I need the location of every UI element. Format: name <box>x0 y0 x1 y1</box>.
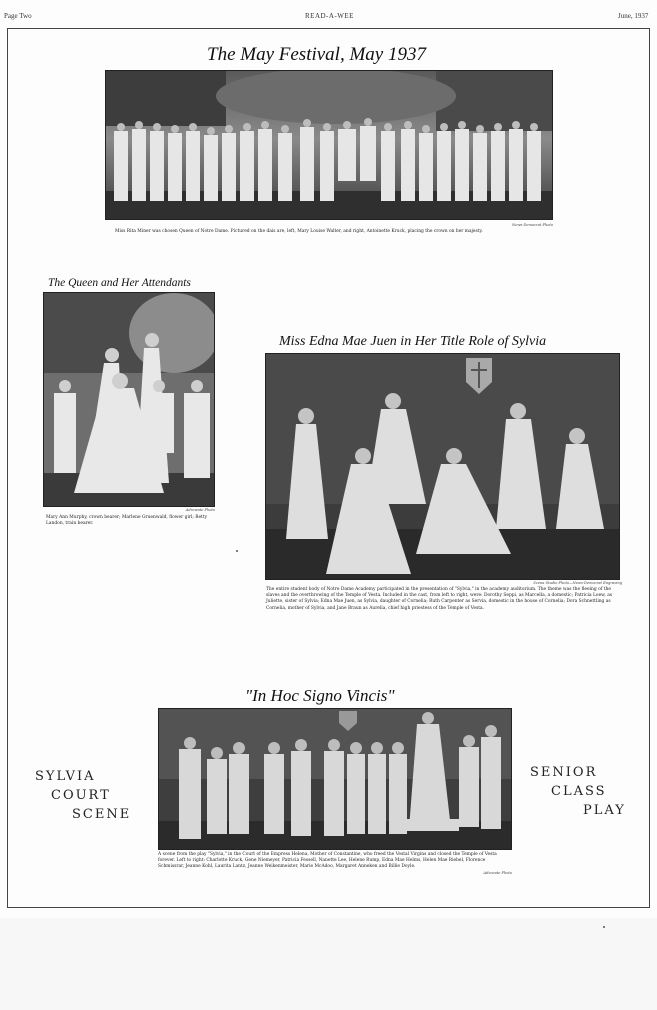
left-label-line-2: COURT <box>51 788 111 803</box>
page-bottom-margin <box>0 918 657 1010</box>
may-festival-photo-image <box>106 71 553 220</box>
right-label-line-3: PLAY <box>583 803 626 818</box>
may-festival-photo <box>105 70 553 220</box>
right-label-line-1: SENIOR <box>530 765 598 780</box>
court-scene-photo <box>158 708 512 850</box>
speck-bottom <box>603 926 605 928</box>
may-festival-credit: News-Democrat Photo <box>512 223 553 227</box>
right-label-line-2: CLASS <box>551 784 607 799</box>
senior-class-play-label <box>530 763 626 820</box>
festival-figures <box>114 126 541 201</box>
queen-attendants-credit: Adrowate Photo <box>185 508 215 512</box>
court-scene-caption: A scene from the play "Sylvia," in the Court of the Empress Helena, Mother of Constantine, who freed the Vestal Virgins and closed the Temple of Vesta forever. Left to right: Charlotte Kruck, Gene Niemeyer, Patricia Fessell, Nanette Lee, Helene Rump, Edna Mae Helms, Helen Mae Riebel, Florence Schmissrar, Jeanne Kohl, Laurita Lantz, Jeanne Weikenmeister, Marie McAdoo, Margaret Anneken and Billie Doyle. <box>158 852 497 870</box>
issue-date: June, 1937 <box>618 12 649 20</box>
court-scene-credit: Advocate Photo <box>483 871 512 875</box>
queen-attendants-caption: Mary Ann Murphy, crown bearer; Marlene Gruenwald, flower girl; Betty Landon, train bearer. <box>46 515 208 527</box>
in-hoc-signo-title: "In Hoc Signo Vincis" <box>245 686 395 705</box>
sylvia-role-credit: Scena Studio Photo—News-Democrat Engraving <box>533 581 622 585</box>
sylvia-court-scene-label <box>35 767 131 824</box>
court-scene-photo-image <box>159 709 512 850</box>
speck <box>236 550 238 552</box>
sylvia-role-photo-image <box>266 354 620 580</box>
page-number: Page Two <box>4 12 32 20</box>
left-label-line-1: SYLVIA <box>35 769 96 784</box>
queen-attendants-title: The Queen and Her Attendants <box>48 277 191 289</box>
newspaper-title: READ-A-WEE <box>305 12 354 20</box>
left-label-line-3: SCENE <box>72 807 132 822</box>
sylvia-role-title: Miss Edna Mae Juen in Her Title Role of Sylvia <box>279 334 547 349</box>
may-festival-caption: Miss Rita Miner was chosen Queen of Notre Dame. Pictured on the dais are, left, Mary Louise Walter, and right, Antoinette Kruck, placing the crown on her majesty. <box>115 229 483 234</box>
may-festival-title: The May Festival, May 1937 <box>207 44 426 65</box>
sylvia-role-caption: The entire student body of Notre Dame Academy participated in the presentation of "Sylvia," in the academy auditorium. The theme was the fleeing of the slaves and the overthrowing of the Temple of Vesta. Included in the cast, from left to right, were: Dorothy Seppi, as Marcella, a domestic; Patricia Loew, as Juliette, sister of Sylvia; Edna Mae Juen, as Sylvia, daughter of Cornelia; Ruth Carpenter as Servia, domestic in the house of Cornelia; Dora Schnettling as Cornelia, mother of Sylvia, and Jane Braun as Aurelia, chief high priestess of the Temple of Vesta. <box>266 587 613 611</box>
queen-attendants-photo <box>43 292 215 507</box>
sylvia-role-photo <box>265 353 620 580</box>
queen-attendants-photo-image <box>44 293 215 507</box>
